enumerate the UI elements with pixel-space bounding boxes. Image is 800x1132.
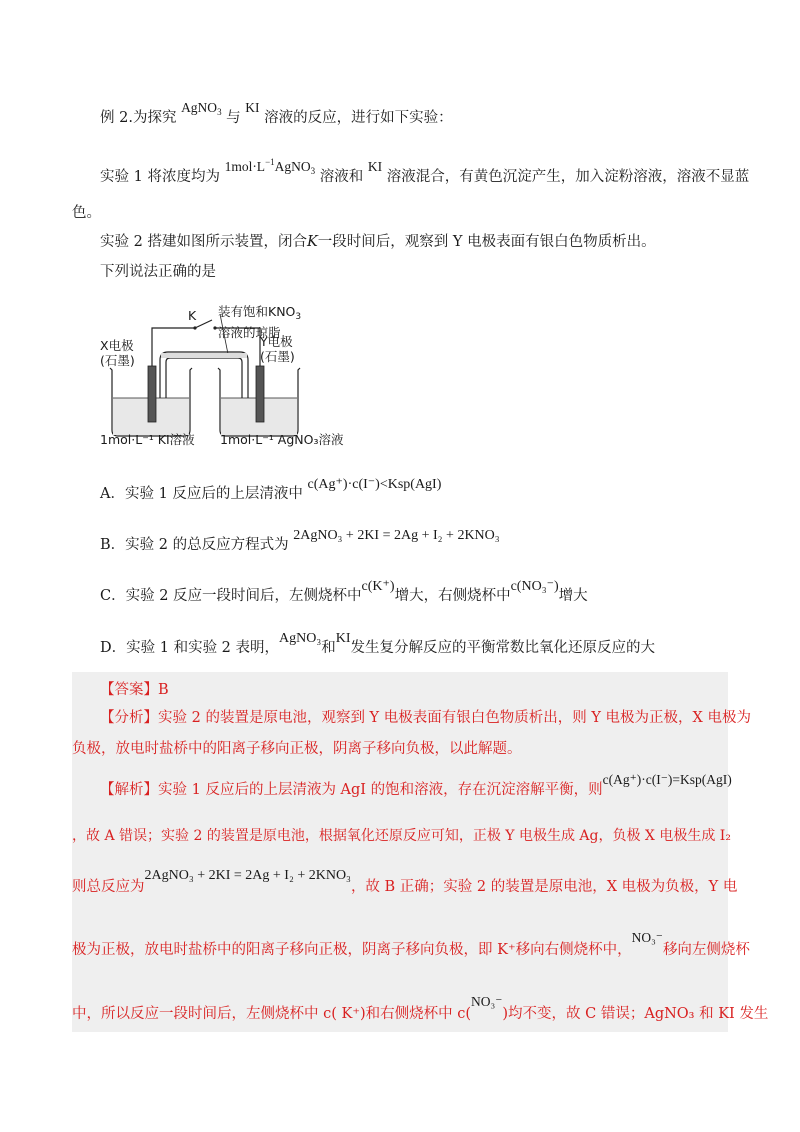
option-c [100, 579, 588, 607]
option-c-text-3: 增大 [558, 588, 588, 604]
option-c-text-1: C．实验 2 反应一段时间后，左侧烧杯中 [100, 588, 362, 604]
intro-prefix: 例 2.为探究 [100, 110, 177, 126]
exp2-k: K [306, 234, 318, 250]
intro-suffix: 溶液的反应，进行如下实验： [264, 110, 453, 126]
right-solution-label: 1mol·L⁻¹ AgNO₃溶液 [220, 432, 344, 447]
option-c-formula-1: c(K⁺) [361, 579, 395, 594]
salt-bridge-outer [160, 352, 248, 398]
option-c-formula-2: c(NO₃⁻) [510, 579, 559, 594]
exp1-prefix: 实验 1 将浓度均为 [100, 169, 220, 185]
option-b-formula: 2AgNO₃ + 2KI = 2Ag + I₂ + 2KNO₃ [293, 528, 500, 543]
exp2-prefix: 实验 2 搭建如图所示装置，闭合 [100, 234, 307, 250]
exp1-ki: KI [367, 159, 383, 174]
ki-formula: KI [245, 100, 260, 115]
k-label: K [188, 308, 197, 323]
option-d-text-1: D．实验 1 和实验 2 表明， [100, 640, 280, 656]
salt-bridge-inner [166, 358, 242, 398]
option-c-text-2: 增大，右侧烧杯中 [394, 588, 511, 604]
explain-line-3: 则总反应为2AgNO₃ + 2KI = 2Ag + I₂ + 2KNO₃，故 B 正确；实验 2 的装置是原电池，X 电极为负极，Y 电 [72, 868, 738, 895]
explain-line-5: 中，所以反应一段时间后，左侧烧杯中 c( K⁺)和右侧烧杯中 c(NO₃⁻)均不变，故 C 错误；AgNO₃ 和 KI 发生 [72, 994, 769, 1022]
option-a-text: A．实验 1 反应后的上层清液中 [100, 486, 303, 502]
agno3-formula: AgNO$_3$ [181, 100, 222, 117]
y-electrode-label: Y电极 (石墨) [260, 334, 295, 364]
bridge-label: 装有饱和$KNO_3$ 溶液的琼脂 [218, 304, 302, 340]
explain-line-2: ，故 A 错误；实验 2 的装置是原电池，根据氧化还原反应可知，正极 Y 电极生成 Ag，负极 X 电极生成 I₂ [72, 828, 731, 844]
wire-left [152, 328, 195, 366]
switch-k [195, 320, 212, 328]
y-electrode [256, 366, 264, 422]
experiment-1-line [100, 157, 750, 191]
explain-line-1: 【解析】实验 1 反应后的上层清液为 AgI 的饱和溶液，存在沉淀溶解平衡，则c(Ag⁺)·c(I⁻)=Ksp(AgI) [100, 772, 732, 798]
question-intro [100, 100, 453, 132]
option-d-formula-1: AgNO₃ [279, 631, 322, 646]
option-b-text: B．实验 2 的总反应方程式为 [100, 537, 289, 553]
intro-mid: 与 [226, 110, 241, 126]
exp1-concentration: $1mol\cdot L^{-1}AgNO_3$ [224, 157, 316, 176]
analysis-line-2: 负极，放电时盐桥中的阳离子移向正极，阴离子移向负极，以此解题。 [72, 741, 522, 757]
x-electrode-label: X电极 (石墨) [100, 338, 135, 368]
answer-label: 【答案】B [100, 682, 169, 698]
experiment-2-line [100, 232, 656, 252]
option-a [100, 477, 442, 505]
option-b [100, 528, 500, 556]
exp2-suffix: 一段时间后，观察到 Y 电极表面有银白色物质析出。 [317, 234, 656, 250]
option-d-formula-2: KI [335, 631, 351, 646]
experiment-1-cont: 色。 [72, 205, 101, 221]
option-d [100, 631, 656, 659]
x-electrode [148, 366, 156, 422]
option-d-text-3: 发生复分解反应的平衡常数比氧化还原反应的大 [350, 640, 656, 656]
exp1-suffix: 溶液混合，有黄色沉淀产生，加入淀粉溶液，溶液不显蓝 [386, 169, 750, 185]
option-a-formula: c(Ag⁺)·c(I⁻)<Ksp(AgI) [307, 477, 442, 492]
analysis-line-1: 【分析】实验 2 的装置是原电池，观察到 Y 电极表面有银白色物质析出，则 Y 电极为正极，X 电极为 [100, 710, 751, 726]
option-d-text-2: 和 [321, 640, 336, 656]
exp1-mid: 溶液和 [319, 169, 364, 185]
question-ask: 下列说法正确的是 [100, 264, 216, 280]
galvanic-cell-diagram [100, 298, 360, 452]
left-solution-label: 1mol·L⁻¹ KI溶液 [100, 432, 195, 447]
explain-line-4: 极为正极，放电时盐桥中的阳离子移向正极，阴离子移向负极，即 K⁺移向右侧烧杯中，NO₃⁻移向左侧烧杯 [72, 930, 750, 958]
